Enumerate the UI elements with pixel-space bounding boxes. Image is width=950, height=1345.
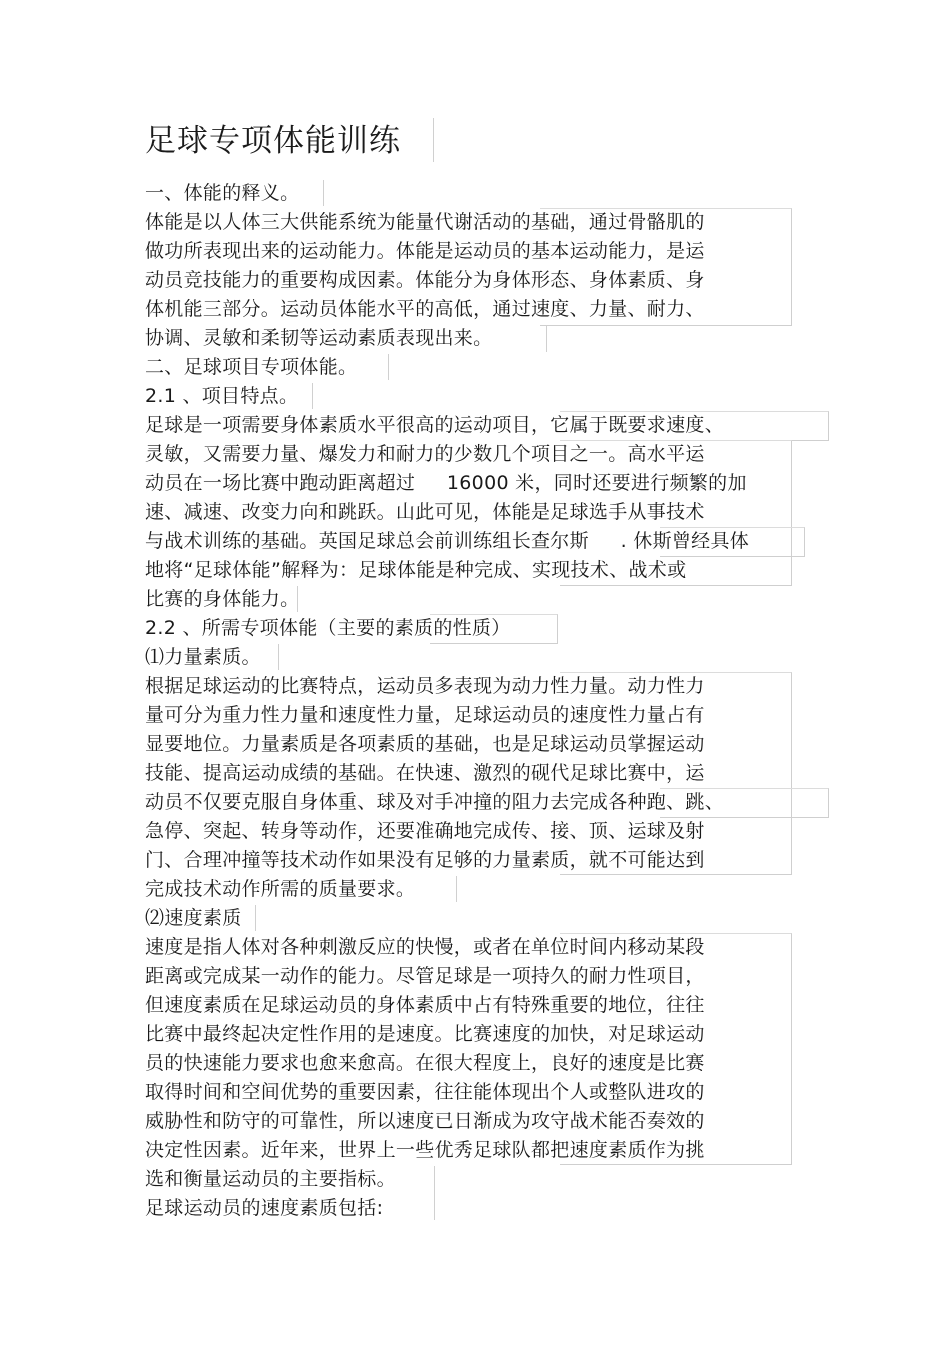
frame-edge (323, 180, 324, 206)
subsection-heading: 2.2 、所需专项体能（主要的素质的性质） (145, 617, 511, 639)
paragraph-line: 做功所表现出来的运动能力。体能是运动员的基本运动能力，是运 (145, 240, 705, 262)
paragraph-line: 动员不仅要克服自身体重、球及对手冲撞的阻力去完成各种跑、跳、 (145, 791, 725, 813)
paragraph-line: 但速度素质在足球运动员的身体素质中占有特殊重要的地位，往往 (145, 994, 705, 1016)
section-heading: 一、体能的释义。 (145, 182, 300, 204)
paragraph-line: 体机能三部分。运动员体能水平的高低，通过速度、力量、耐力、 (145, 298, 705, 320)
paragraph-line: 比赛中最终起决定性作用的是速度。比赛速度的加快，对足球运动 (145, 1023, 705, 1045)
paragraph-line: 动员竞技能力的重要构成因素。体能分为身体形态、身体素质、身 (145, 269, 705, 291)
paragraph-line: 足球运动员的速度素质包括: (145, 1197, 384, 1219)
paragraph-line: 协调、灵敏和柔韧等运动素质表现出来。 (145, 327, 493, 349)
paragraph-line: 选和衡量运动员的主要指标。 (145, 1168, 396, 1190)
item-heading: ⑴力量素质。 (145, 646, 261, 668)
frame-edge (434, 1166, 435, 1220)
item-heading: ⑵速度素质 (145, 907, 242, 929)
paragraph-line: 技能、提高运动成绩的基础。在快速、激烈的砚代足球比赛中，运 (145, 762, 705, 784)
paragraph-line: 量可分为重力性力量和速度性力量，足球运动员的速度性力量占有 (145, 704, 705, 726)
paragraph-line: 完成技术动作所需的质量要求。 (145, 878, 416, 900)
frame-edge (255, 905, 256, 931)
paragraph-line: 威胁性和防守的可靠性，所以速度已日渐成为攻守战术能否奏效的 (145, 1110, 705, 1132)
paragraph-line: 取得时间和空间优势的重要因素，往往能体现出个人或整队进攻的 (145, 1081, 705, 1103)
subsection-heading: 2.1 、项目特点。 (145, 385, 299, 407)
paragraph-line: 急停、突起、转身等动作，还要准确地完成传、接、顶、运球及射 (145, 820, 705, 842)
title-frame-edge (433, 118, 434, 162)
paragraph-line: 门、合理冲撞等技术动作如果没有足够的力量素质，就不可能达到 (145, 849, 705, 871)
paragraph-line: 距离或完成某一动作的能力。尽管足球是一项持久的耐力性项目， (145, 965, 705, 987)
paragraph-line: 比赛的身体能力。 (145, 588, 300, 610)
paragraph-line: 与战术训练的基础。英国足球总会前训练组长查尔斯 . 休斯曾经具体 (145, 530, 750, 552)
paragraph-line: 显要地位。力量素质是各项素质的基础，也是足球运动员掌握运动 (145, 733, 705, 755)
paragraph-line: 体能是以人体三大供能系统为能量代谢活动的基础，通过骨骼肌的 (145, 211, 705, 233)
frame-edge (546, 326, 547, 352)
paragraph-line: 员的快速能力要求也愈来愈高。在很大程度上，良好的速度是比赛 (145, 1052, 705, 1074)
frame-edge (312, 383, 313, 409)
section-heading: 二、足球项目专项体能。 (145, 356, 358, 378)
frame-edge (278, 644, 279, 670)
frame-edge (388, 354, 389, 380)
paragraph-line: 灵敏，又需要力量、爆发力和耐力的少数几个项目之一。高水平运 (145, 443, 705, 465)
paragraph-line: 决定性因素。近年来，世界上一些优秀足球队都把速度素质作为挑 (145, 1139, 705, 1161)
paragraph-line: 地将“足球体能”解释为：足球体能是种完成、实现技术、战术或 (145, 559, 687, 581)
frame-edge (456, 876, 457, 902)
paragraph-line: 足球是一项需要身体素质水平很高的运动项目，它属于既要求速度、 (145, 414, 725, 436)
document-title: 足球专项体能训练 (145, 123, 401, 159)
paragraph-line: 速度是指人体对各种刺激反应的快慢，或者在单位时间内移动某段 (145, 936, 705, 958)
paragraph-line: 动员在一场比赛中跑动距离超过 16000 米，同时还要进行频繁的加 (145, 472, 747, 494)
paragraph-line: 速、减速、改变力向和跳跃。山此可见，体能是足球选手从事技术 (145, 501, 705, 523)
paragraph-line: 根据足球运动的比赛特点，运动员多表现为动力性力量。动力性力 (145, 675, 705, 697)
